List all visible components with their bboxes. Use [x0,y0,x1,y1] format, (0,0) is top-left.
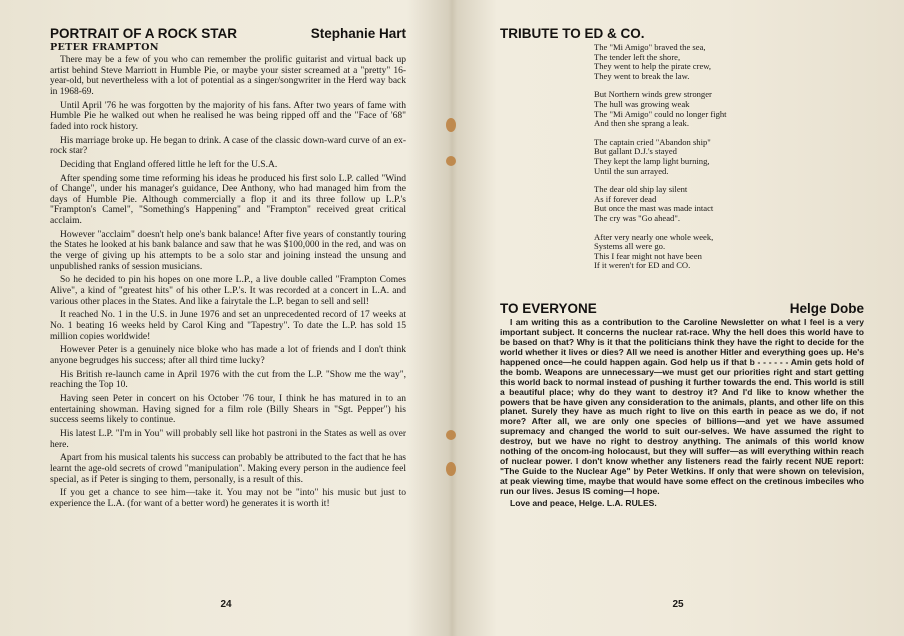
paragraph: Love and peace, Helge. L.A. RULES. [510,498,657,509]
paragraph: It reached No. 1 in the U.S. in June 1976 and set an unprecedented record of 17 weeks at No. 1 beating 16 weeks held by Carol King and "Tapestry". To date the L.P. has sold 15 million copies worldwide! [50,310,406,342]
letter-body [500,318,864,509]
paragraph: So he decided to pin his hopes on one more L.P., a live double called "Frampton Comes Alive", a kind of "greatest hits" of his other L.P.'s. It was recorded at a concert in L.A. and various other places in the States. And like a fairytale the L.P. began to sell and sell! [50,275,406,307]
paragraph: His latest L.P. "I'm in You" will probably sell like hot pastroni in the States as well as over here. [50,429,406,450]
poem-line: They went to break the law. [594,70,690,81]
stanza [594,138,864,176]
poem-line: Until the sun arrayed. [594,165,669,176]
paragraph: If you get a chance to see him—take it. You may not be "into" his music but just to experience the L.A. (for want of a better word) he generates it is worth it! [50,488,406,509]
poem-line: The "Mi Amigo" braved the sea, [594,42,706,52]
article-title: PORTRAIT OF A ROCK STAR [50,26,237,41]
poem-line: And then she sprang a leak. [594,118,689,129]
paragraph: Deciding that England offered little he left for the U.S.A. [60,159,278,170]
paragraph: Until April '76 he was forgotten by the majority of his fans. After two years of fame with Humble Pie he walked out when he realised he was being ripped off and the "Face of '68" faded into rock history. [50,100,406,132]
letter-author: Helge Dobe [789,300,864,316]
paragraph: His British re-launch came in April 1976 with the cut from the L.P. "Show me the way", reaching the Top 10. [50,369,406,391]
paragraph: Apart from his musical talents his success can probably be attributed to the fact that he has learnt the age-old secrets of crowd "manipulation". Making every person in the audience feel special, as if Peter is singing to them, personally, is a result of this. [50,453,406,485]
poem-line: The "Mi Amigo" could no longer fight [594,108,727,119]
stanza [594,43,864,81]
article-subtitle: PETER FRAMPTON [50,42,159,53]
paragraph: Having seen Peter in concert on his October '76 tour, I think he has matured in to an entertaining showman. Having signed for a film role (Billy Shears in "Sgt. Pepper") his success seems likely to continue. [50,394,406,426]
paragraph: There may be a few of you who can remember the prolific guitarist and virtual back up artist behind Steve Marriott in Humble Pie, or maybe your sister screamed at a "pretty" 16-year-old, but nevertheless with a lot of potential as a singer/songwriter in the Herd way back in 1968-69. [50,55,406,97]
paragraph: However "acclaim" doesn't help one's bank balance! After five years of constantly touring the States he looked at his bank balance and saw that he was $100,000 in the red, and was on the verge of giving up his attempts to be a solo star and joining instead the unsung and unpublished ranks of session musicians. [50,229,406,272]
poem-line: If it weren't for ED and CO. [594,260,691,271]
article-author: Stephanie Hart [310,26,406,41]
poem-line: The tender left the shore, [594,51,681,62]
poem-line: They went to help the pirate crew, [594,61,712,72]
article-header [50,26,406,41]
stanza [594,233,864,271]
poem-line: The captain cried "Abandon ship" [594,136,711,147]
right-page [452,0,904,636]
paragraph: His marriage broke up. He began to drink. A case of the classic down-ward curve of an ex-rock star? [50,135,406,157]
poem-line: This I fear might not have been [594,250,702,261]
poem-line: But Northern winds grew stronger [594,89,712,100]
poem-line: Systems all were go. [594,241,666,252]
poem-line: After very nearly one whole week, [594,231,714,242]
poem-line: But once the mast was made intact [594,203,714,214]
poem-title: TRIBUTE TO ED & CO. [500,26,645,41]
poem-line: But gallant D.J.'s stayed [594,146,677,157]
page-number: 25 [672,599,684,610]
letter-header [500,301,864,316]
stanza [594,90,864,128]
poem-header [500,26,864,41]
letter-title: TO EVERYONE [500,300,597,316]
poem-line: They kept the lamp light burning, [594,155,710,166]
poem-line: The hull was growing weak [594,98,690,109]
page-number: 24 [220,599,232,610]
paragraph: However Peter is a genuinely nice bloke who has made a lot of friends and I don't think anyone begrudges his success; after all third time lucky? [50,345,406,366]
stanza [594,185,864,223]
poem [594,43,864,271]
article-body [50,55,406,510]
poem-line: The cry was "Go ahead". [594,212,680,223]
poem-line: The dear old ship lay silent [594,184,688,195]
paragraph: After spending some time reforming his ideas he produced his first solo L.P. called "Wind of Change", under his manager's guidance, Dee Anthony, who had managed him from the days of Humble Pie. Although commercially a flop it and its three follow up L.P.'s "Frampton's Camel", "Something's Happening" and "Frampton" received great critical acclaim. [50,173,406,227]
paragraph: I am writing this as a contribution to the Caroline Newsletter on what I feel is a very important subject. It concerns the nuclear rat-race. Why the hell does this world have to be based on that? Why is it that the politicians think they have the right to decide for the world whether it lives or dies? All we need is another Hitler and everything goes up. He's happened once—he could happen again. God help us if that b - - - - - - Amin gets hold of the bomb. Weapons are unnecessary—we must get our priorities right and start getting this world back to normal instead of pushing it further towards the end. This world is still a beautiful place; why do they want to destroy it? And I'd like to know whether the powers that be have given any consideration to the animals, plants, and other life on this planet. Surely they have as much right to live on this earth in peace as we do, if not more? After all, we are only one species of billions—and yet we have assumed supremacy and changed the world to suit our-selves. We have assumed the right to destroy, but we have no right to destroy anything. The animals of this world know nothing of the oncom-ing holocaust, but they will suffer—as will everything within reach of nuclear power. I don't know whether any listeners read the fairly recent NUE report: "The Guide to the Nuclear Age" by Peter Wetkins. If only that were shown on television, at peak viewing time, maybe that would have some effect on the cretinous imbeciles who run our lives. Jesus IS coming—I hope. [500,316,864,497]
poem-line: As if forever dead [594,193,657,204]
